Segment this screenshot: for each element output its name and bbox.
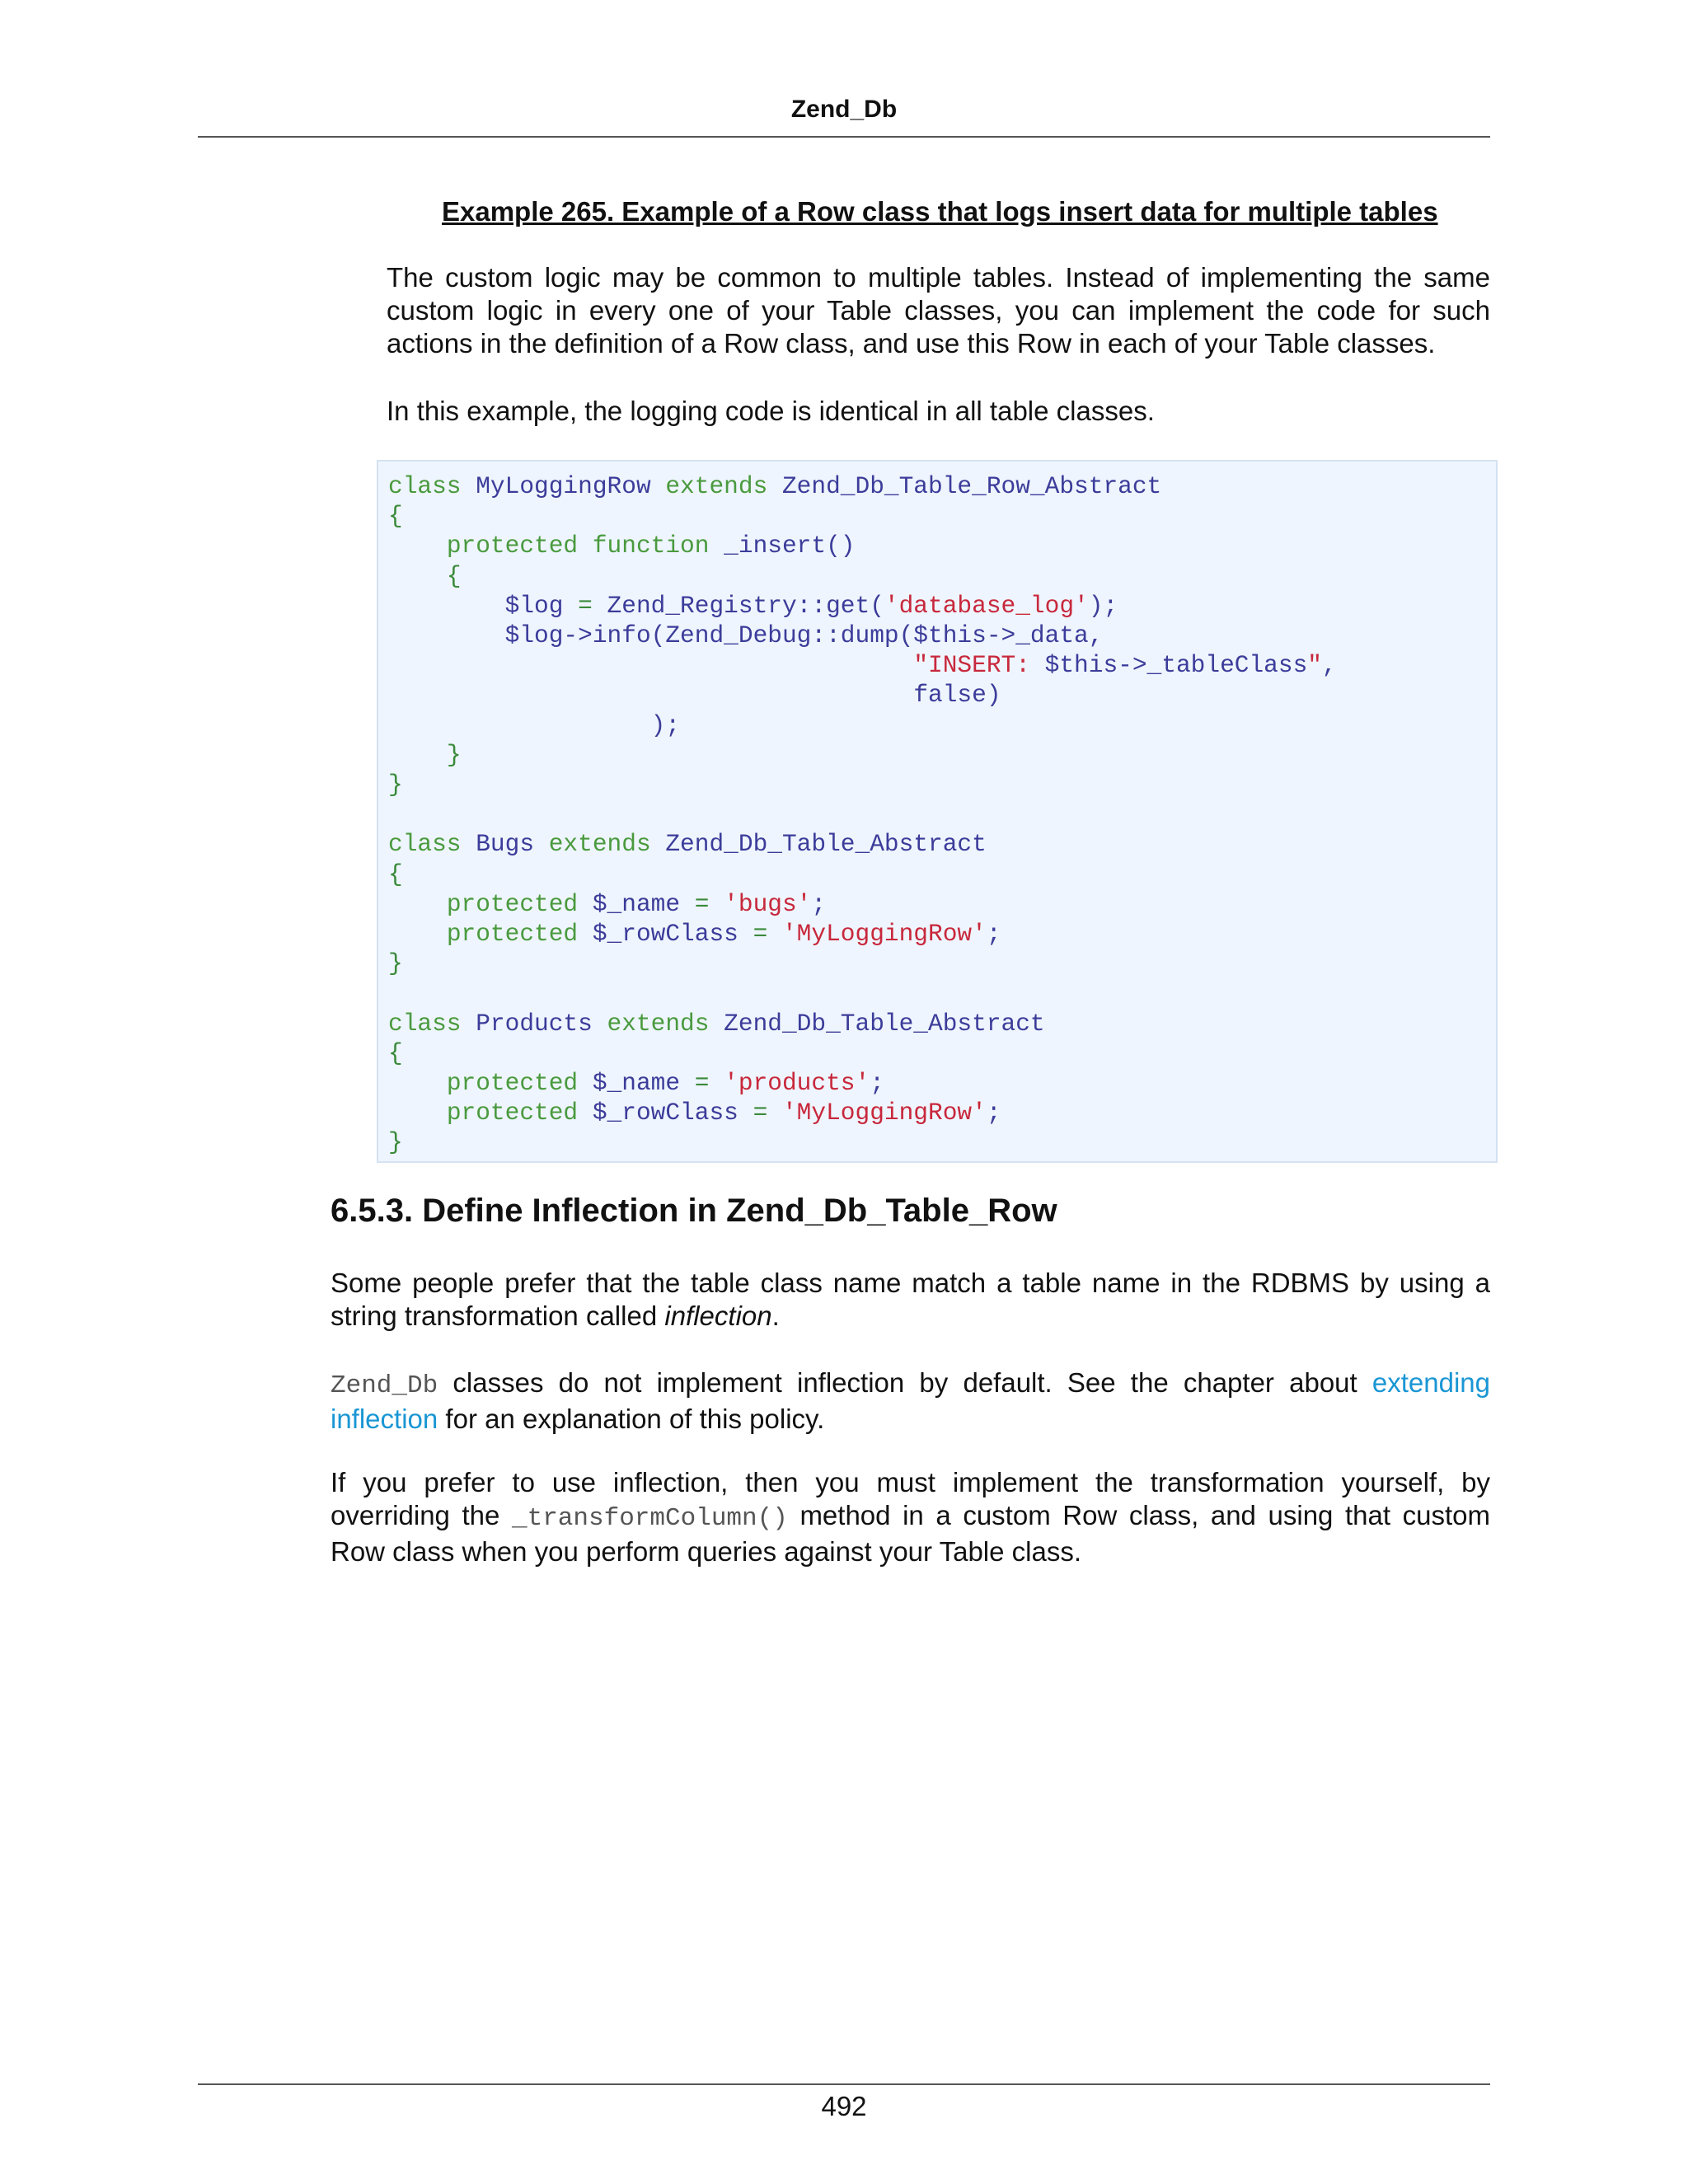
- inflection-term: inflection: [664, 1301, 772, 1331]
- inflection-paragraph: Some people prefer that the table class name match a table name in the RDBMS by using a string transformation called inflection.: [331, 1268, 1490, 1331]
- example-title: Example 265. Example of a Row class that logs insert data for multiple tables: [442, 196, 1438, 227]
- code-listing: [377, 460, 1498, 1163]
- section-heading: 6.5.3. Define Inflection in Zend_Db_Table_Row: [331, 1193, 1057, 1229]
- example-intro-paragraph: The custom logic may be common to multiple tables. Instead of implementing the same custom logic in every one of your Table classes, you can implement the code for such actions in the definition of a Row class, and use this Row in each of your Table classes.: [387, 262, 1490, 359]
- extending-inflection-link[interactable]: extending inflection: [331, 1367, 1490, 1434]
- override-paragraph: If you prefer to use inflection, then you must implement the transformation yourself, by overriding the _transformColumn() method in a custom Row class, and using that custom Row class when you perform queries against your Table class.: [331, 1467, 1490, 1567]
- zend-db-code: Zend_Db: [331, 1371, 438, 1400]
- transform-column-code: _transformColumn(): [511, 1504, 788, 1533]
- footer-rule: [198, 2083, 1490, 2085]
- code-text: class MyLoggingRow extends Zend_Db_Table_Row_Abstract { protected function _insert() { $log = Zend_Registry::get('database_log'); $log->info(Zend_Debug::dump($this->_data, "INSERT: $this->_tableClass", false) ); } } class Bugs extends Zend_Db_Table_Abstract { protected $_name = 'bugs'; protected $_rowClass = 'MyLoggingRow'; } class Products extends Zend_Db_Table_Abstract { protected $_name = 'products'; protected $_rowClass = 'MyLoggingRow'; }: [388, 472, 1337, 1157]
- header-rule: [198, 136, 1490, 138]
- running-header: Zend_Db: [790, 96, 898, 123]
- page-number: 492: [821, 2091, 867, 2121]
- policy-paragraph: Zend_Db classes do not implement inflection by default. See the chapter about extending inflection for an explanation of this policy.: [331, 1367, 1490, 1434]
- example-note-paragraph: In this example, the logging code is identical in all table classes.: [387, 396, 1155, 426]
